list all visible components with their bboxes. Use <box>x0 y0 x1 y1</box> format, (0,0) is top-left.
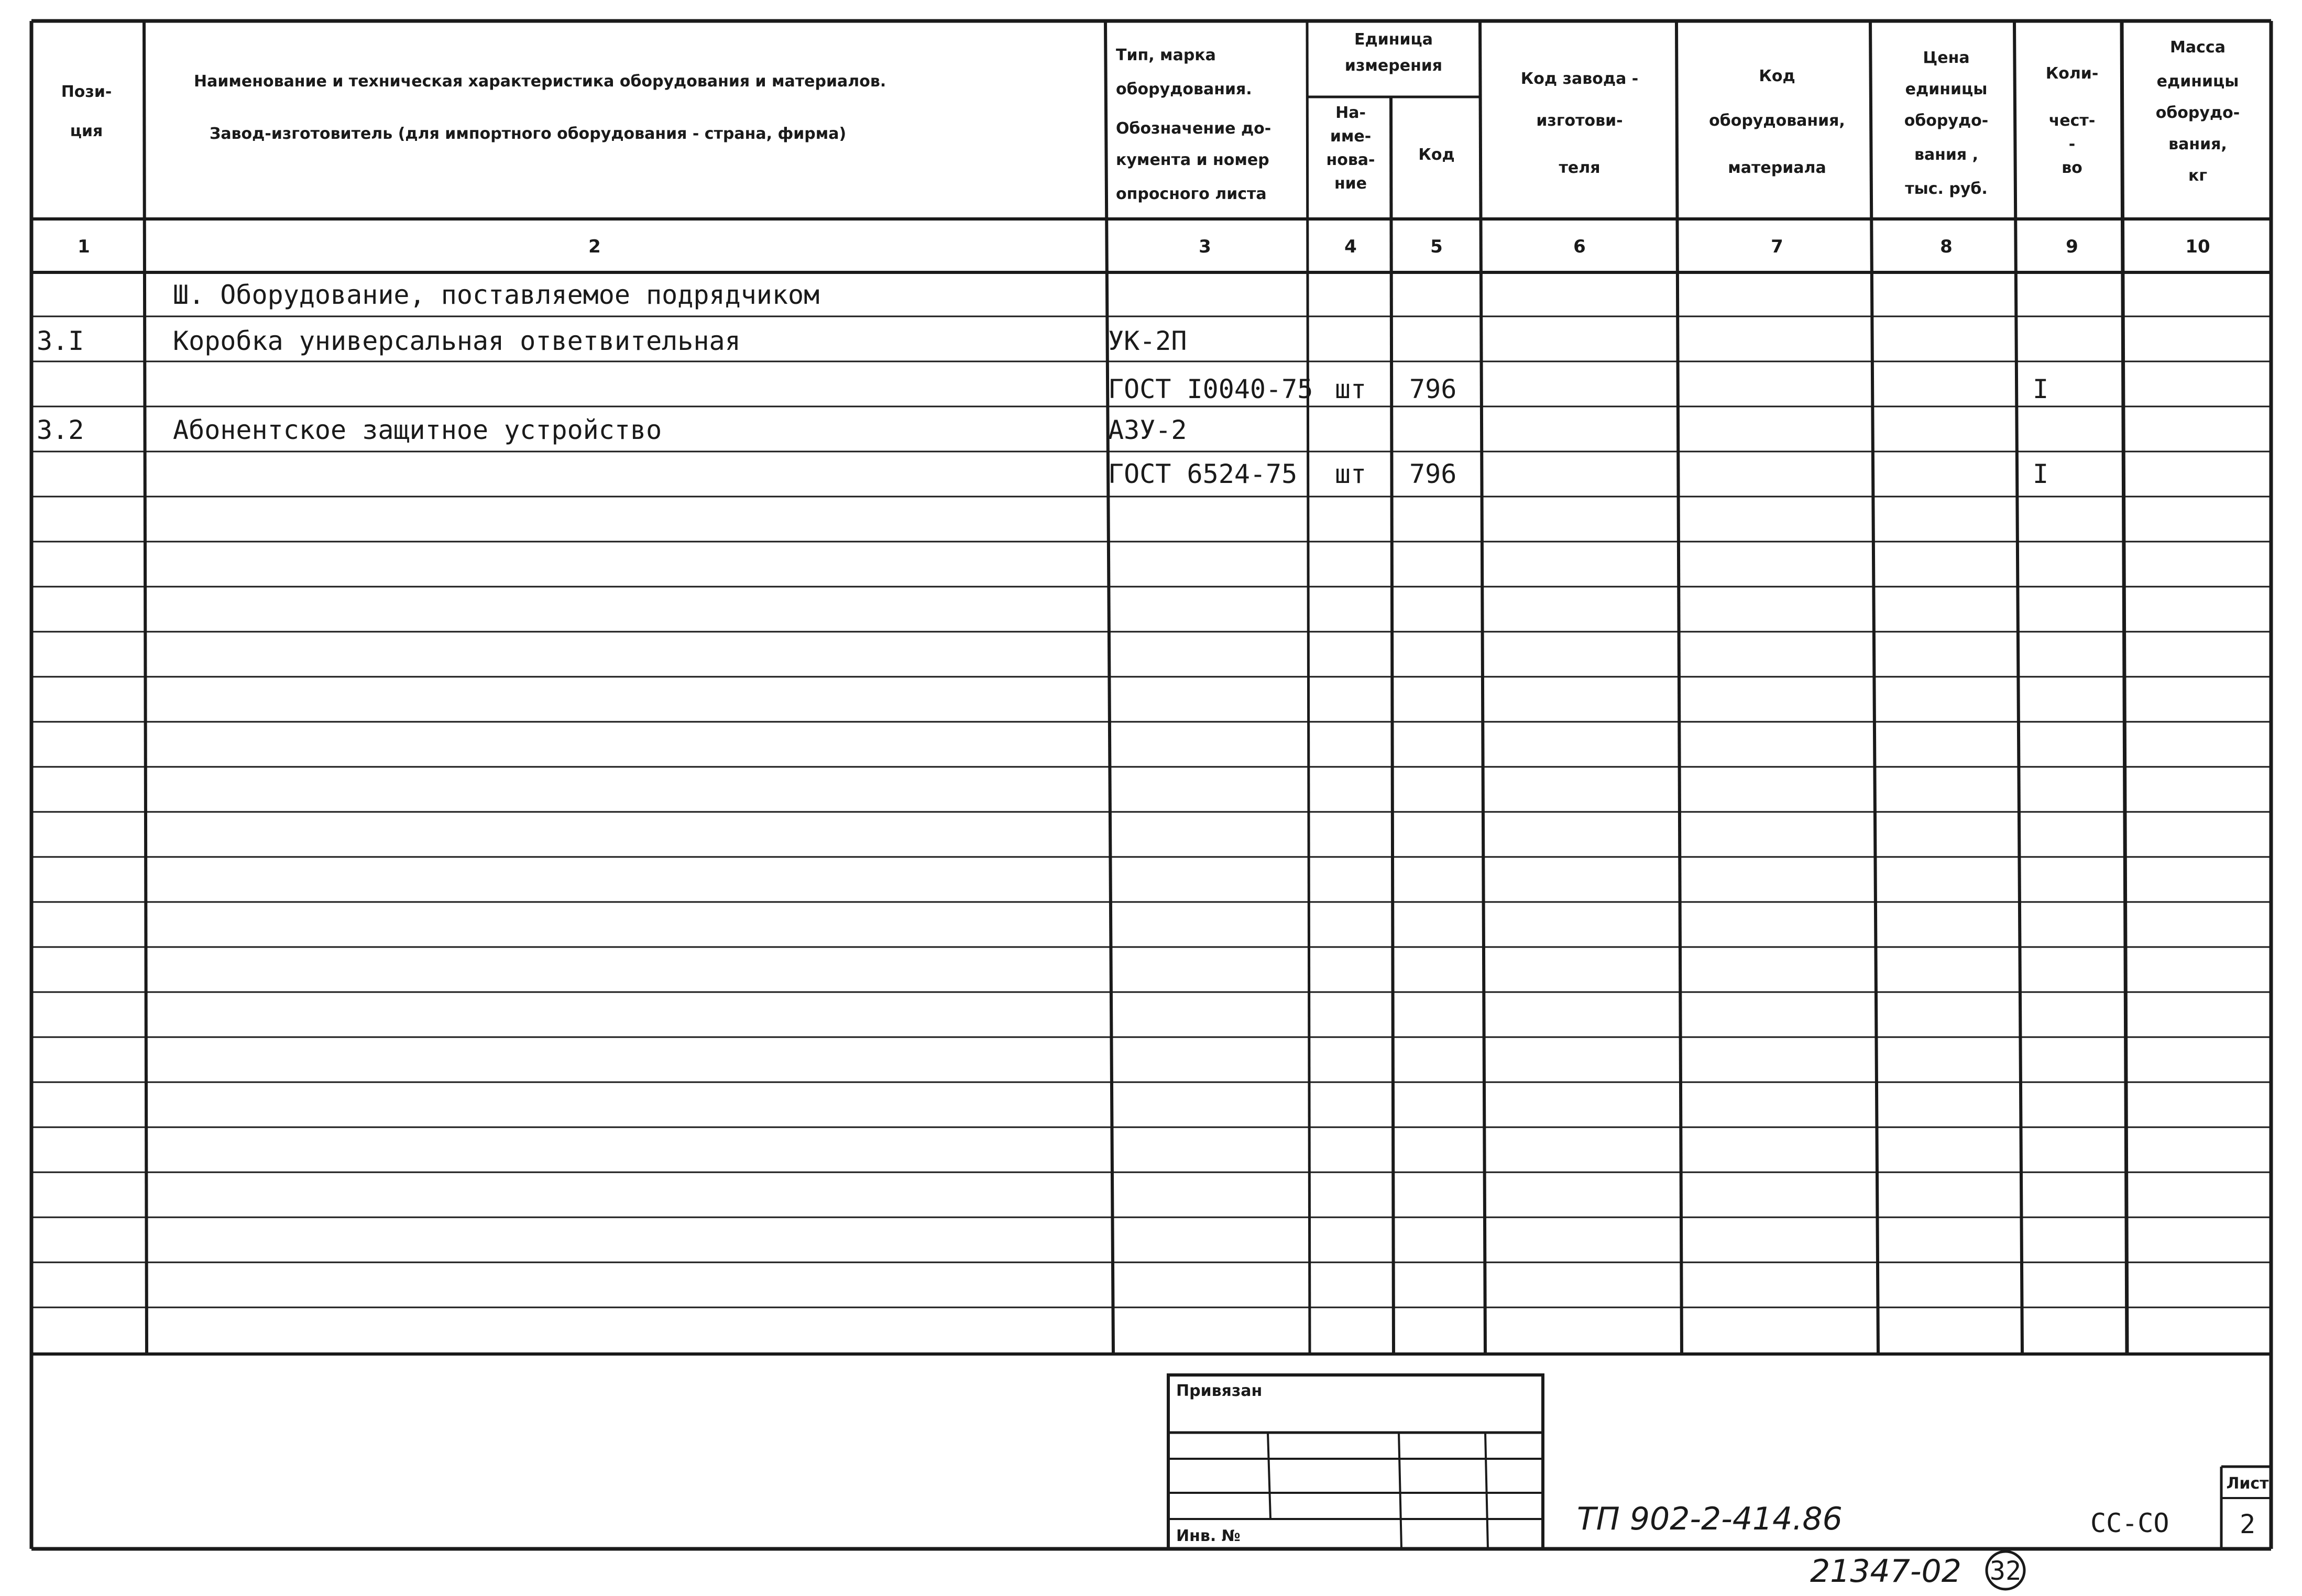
header-col8-line2: единицы <box>1905 80 1988 98</box>
header-col3-line3: Обозначение до- <box>1116 119 1271 138</box>
header-col6-line2: изготови- <box>1536 112 1623 130</box>
row-position: 3.I <box>37 326 84 356</box>
row-name: Коробка универсальная ответвительная <box>173 326 741 356</box>
header-unit-group-line2: измерения <box>1344 57 1443 75</box>
row-unit: шт <box>1334 459 1367 489</box>
header-col3-line4: кумента и номер <box>1116 151 1269 169</box>
footer <box>1810 1553 2021 1590</box>
table-row <box>173 280 819 310</box>
archive-number: 21347-02 <box>1810 1553 1961 1590</box>
header-col3-line5: опросного листа <box>1116 185 1267 203</box>
header-col7-line3: материала <box>1728 159 1826 177</box>
inventory-number-label: Инв. № <box>1176 1527 1241 1545</box>
sheet-label: Лист <box>2226 1474 2269 1493</box>
row-quantity: I <box>2033 459 2049 489</box>
row-position: 3.2 <box>37 415 84 445</box>
header-col6-line3: теля <box>1559 159 1601 177</box>
column-number: 2 <box>588 236 601 257</box>
row-unit-code: 796 <box>1409 374 1457 404</box>
header-col9-line3: - <box>2068 135 2076 153</box>
table-grid <box>31 21 2271 1549</box>
circled-number: 32 <box>1989 1556 2022 1586</box>
header-col9-line2: чест- <box>2048 112 2096 130</box>
header-col1-line1: Пози- <box>61 83 112 101</box>
table-header <box>61 30 2240 203</box>
table-row <box>37 415 1187 445</box>
sheet-number: 2 <box>2239 1509 2256 1539</box>
table-row <box>1108 374 2048 404</box>
header-col8-line4: вания , <box>1914 146 1979 164</box>
row-unit: шт <box>1334 374 1367 404</box>
header-col10-line1: Масса <box>2170 38 2226 57</box>
row-type: ГОСТ I0040-75 <box>1108 374 1313 404</box>
column-number: 1 <box>78 236 90 257</box>
header-col10-line2: единицы <box>2156 72 2239 91</box>
header-col8-line5: тыс. руб. <box>1905 180 1988 198</box>
table-body <box>37 280 2048 489</box>
column-number: 7 <box>1771 236 1783 257</box>
header-unit-group-line1: Единица <box>1354 30 1433 49</box>
header-col5: Код <box>1418 146 1455 164</box>
title-block <box>1168 1375 2271 1589</box>
header-col2-line1: Наименование и техническая характеристика оборудования и материалов. <box>194 72 886 91</box>
header-col3-line1: Тип, марка <box>1116 46 1216 64</box>
column-numbers <box>78 236 2210 257</box>
header-col4-line2: име- <box>1330 127 1372 146</box>
column-number: 4 <box>1344 236 1357 257</box>
row-name: Абонентское защитное устройство <box>173 415 662 445</box>
row-type: ГОСТ 6524-75 <box>1108 459 1298 489</box>
column-number: 10 <box>2185 236 2210 257</box>
column-number: 8 <box>1940 236 1953 257</box>
table-row <box>1108 459 2048 489</box>
header-col4-line1: На- <box>1335 104 1366 122</box>
row-name: Ш. Оборудование, поставляемое подрядчиком <box>173 280 820 310</box>
privyazan-label: Привязан <box>1176 1382 1263 1400</box>
header-col4-line3: нова- <box>1326 151 1375 169</box>
header-col8-line3: оборудо- <box>1904 112 1989 130</box>
header-col7-line2: оборудования, <box>1709 112 1845 130</box>
header-col1-line2: ция <box>70 122 103 140</box>
header-col4-line4: ние <box>1334 174 1367 193</box>
table-row <box>37 326 1187 356</box>
row-type: АЗУ-2 <box>1108 415 1187 445</box>
header-col10-line3: оборудо- <box>2155 104 2240 122</box>
column-number: 6 <box>1573 236 1586 257</box>
header-col10-line5: кг <box>2188 167 2208 185</box>
column-number: 5 <box>1430 236 1443 257</box>
title-block-text <box>1176 1382 2269 1545</box>
column-number: 9 <box>2066 236 2078 257</box>
header-col3-line2: оборудования. <box>1116 80 1252 98</box>
document-number: ТП 902-2-414.86 <box>1577 1501 1843 1537</box>
column-number: 3 <box>1199 236 1211 257</box>
row-unit-code: 796 <box>1409 459 1457 489</box>
document-code: СС-СО <box>2090 1508 2169 1538</box>
header-col6-line1: Код завода - <box>1520 70 1639 88</box>
row-quantity: I <box>2033 374 2049 404</box>
header-col8-line1: Цена <box>1923 49 1970 67</box>
row-type: УК-2П <box>1108 326 1187 356</box>
header-col10-line4: вания, <box>2168 135 2227 153</box>
header-col9-line4: во <box>2062 159 2082 177</box>
header-col9-line1: Коли- <box>2045 64 2099 83</box>
header-col7-line1: Код <box>1759 67 1795 85</box>
header-col2-line2: Завод-изготовитель (для импортного оборудования - страна, фирма) <box>210 125 847 143</box>
